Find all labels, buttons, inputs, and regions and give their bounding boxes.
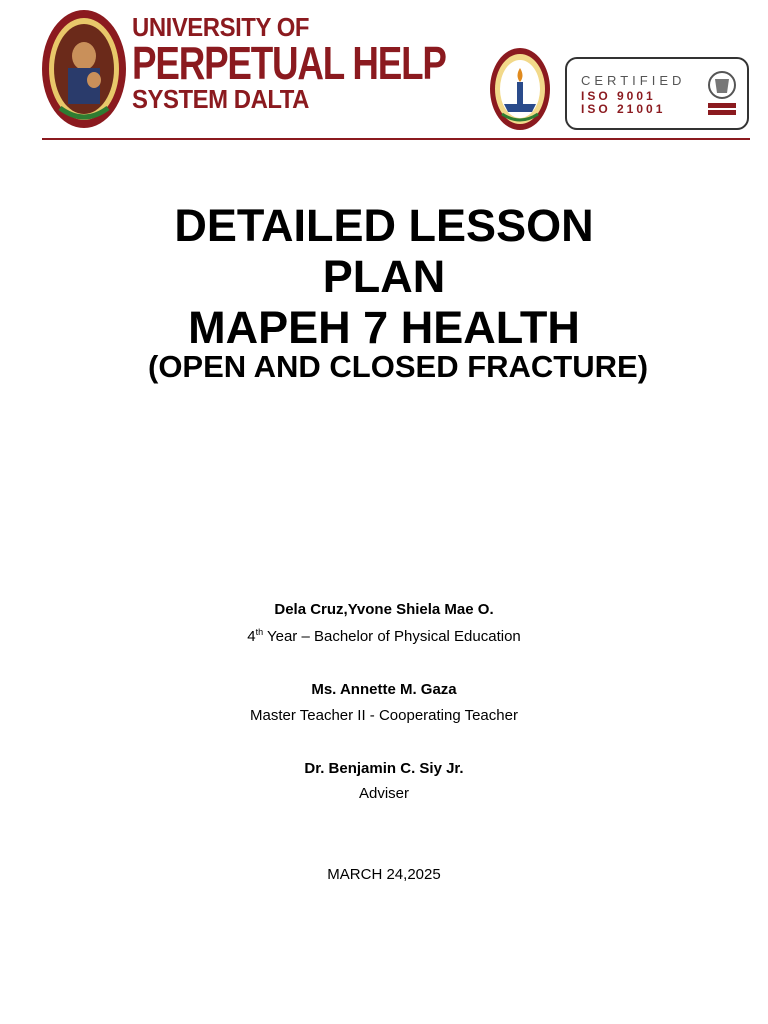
- student-year-suffix: th: [255, 627, 264, 637]
- iso-certification-badge: [565, 57, 749, 130]
- cooperating-teacher-block: [0, 681, 768, 724]
- university-name-line2: PERPETUAL HELP: [132, 37, 446, 89]
- student-program: [0, 627, 768, 645]
- document-title: [0, 200, 768, 353]
- document-header: [0, 0, 768, 145]
- student-name: Dela Cruz,Yvone Shiela Mae O.: [274, 601, 494, 618]
- cooperating-teacher-role: Master Teacher II - Cooperating Teacher: [250, 707, 518, 724]
- title-line-2: PLAN: [322, 251, 446, 302]
- university-seal-icon: [40, 8, 128, 130]
- document-date: MARCH 24,2025: [327, 866, 441, 883]
- adviser-name: Dr. Benjamin C. Siy Jr.: [304, 760, 464, 777]
- adviser-role: Adviser: [358, 785, 410, 802]
- cooperating-teacher-name: Ms. Annette M. Gaza: [311, 681, 457, 698]
- student-year-number: 4: [247, 628, 256, 645]
- iso-21001-label: ISO 21001: [581, 102, 666, 116]
- title-line-1: DETAILED LESSON: [174, 200, 594, 251]
- student-block: [0, 601, 768, 645]
- adviser-block: [0, 760, 768, 802]
- university-name-line3: SYSTEM DALTA: [132, 84, 309, 114]
- title-line-3: MAPEH 7 HEALTH: [188, 302, 580, 353]
- header-divider: [42, 138, 750, 140]
- bureau-veritas-logo-icon: [703, 69, 741, 119]
- document-subtitle: (OPEN AND CLOSED FRACTURE): [148, 349, 649, 384]
- college-of-education-seal-icon: [488, 46, 552, 132]
- iso-9001-label: ISO 9001: [581, 89, 656, 103]
- university-name-line1: UNIVERSITY OF: [132, 12, 309, 42]
- certified-label: CERTIFIED: [581, 73, 686, 88]
- student-program-text: Year – Bachelor of Physical Education: [263, 628, 521, 645]
- university-name: [132, 14, 524, 112]
